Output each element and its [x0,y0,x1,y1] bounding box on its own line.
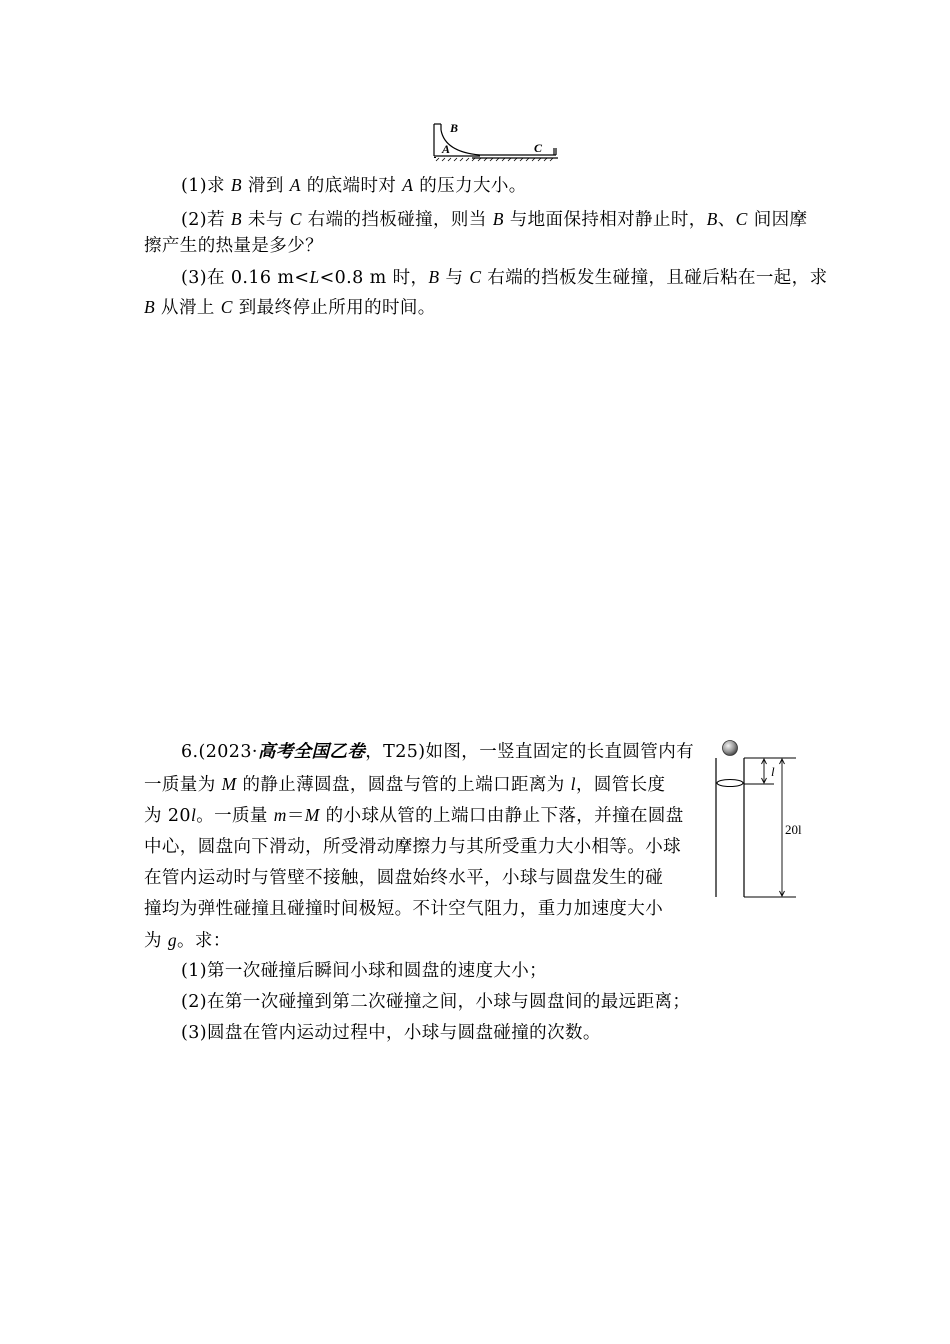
label-a: A [442,142,451,156]
p5-question-1: (1)求 B 滑到 A 的底端时对 A 的压力大小。 [181,175,527,196]
ball [723,741,738,756]
p6-line-7: 为 g。求： [144,930,231,951]
p6-line-4: 中心，圆盘向下滑动，所受滑动摩擦力与其所受重力大小相等。小球 [144,837,681,857]
label-c: C [534,141,543,155]
p5-question-2-line-2: 擦产生的热量是多少？ [144,236,323,256]
p5-question-3-line-2: B 从滑上 C 到最终停止所用的时间。 [144,297,436,318]
p6-question-3: (3)圆盘在管内运动过程中，小球与圆盘碰撞的次数。 [181,1023,601,1043]
source-tag: 高考全国乙卷 [257,742,366,762]
p6-line-5: 在管内运动时与管壁不接触，圆盘始终水平，小球与圆盘发生的碰 [144,868,664,888]
thin-disc [717,780,743,787]
p6-question-1: (1)第一次碰撞后瞬间小球和圆盘的速度大小； [181,961,548,981]
track-figure [428,118,562,164]
label-b: B [450,121,459,135]
tube-figure [712,736,812,902]
p5-question-3-line-1: (3)在 0.16 m<L<0.8 m 时，B 与 C 右端的挡板发生碰撞，且碰后粘在一起，求 [181,267,828,288]
p6-line-1: 6.(2023·高考全国乙卷，T25)如图，一竖直固定的长直圆管内有 [181,742,695,762]
p6-line-2: 一质量为 M 的静止薄圆盘，圆盘与管的上端口距离为 l，圆管长度 [144,774,666,795]
p5-question-2-line-1: (2)若 B 未与 C 右端的挡板碰撞，则当 B 与地面保持相对静止时，B、C 间因摩 [181,209,808,230]
label-l: l [771,764,775,779]
p6-question-2: (2)在第一次碰撞到第二次碰撞之间，小球与圆盘间的最远距离； [181,992,691,1012]
p6-line-3: 为 20l。一质量 m＝M 的小球从管的上端口由静止下落，并撞在圆盘 [144,805,684,826]
label-20l: 20l [785,822,802,837]
p6-line-6: 撞均为弹性碰撞且碰撞时间极短。不计空气阻力，重力加速度大小 [144,899,664,919]
